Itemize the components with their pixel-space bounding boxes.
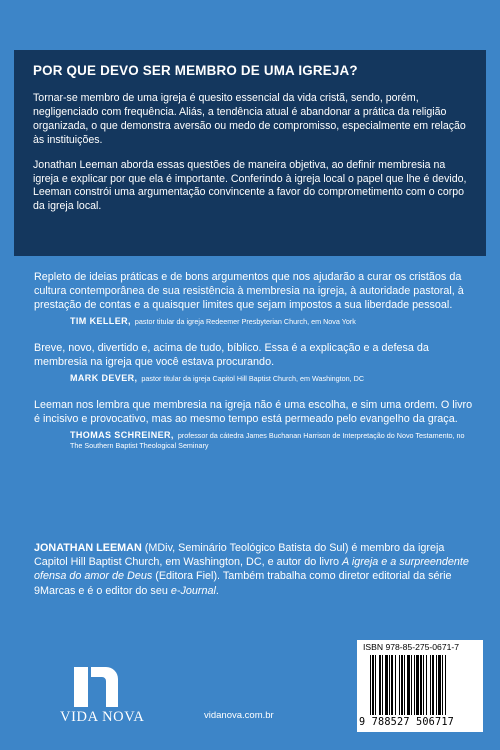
- endorsement-dever: [34, 341, 474, 384]
- isbn-label: ISBN 978-85-275-0671-7: [363, 642, 460, 652]
- endorser-role: professor da cátedra James Buchanan Harrison de Interpretação do Novo Testamento, no The Southern Baptist Theological Seminary: [70, 431, 465, 450]
- endorsements: [34, 270, 474, 465]
- author-bio-part-1: (MDiv, Seminário Teológico Batista do Sul) é membro da igreja Capitol Hill Baptist Church, em Washington, DC, e autor do livro: [34, 542, 445, 569]
- endorsement-schreiner: [34, 398, 474, 451]
- synopsis-paragraph-1: Tornar-se membro de uma igreja é quesito essencial da vida cristã, sendo, porém, negligenciado com frequência. Aliás, a tendência atual é abandonar a prática da religião organizada, o que demonstra aversão ou medo de compromisso, especialmente em relação às instituições.: [33, 92, 466, 146]
- author-bio-part-2: (Editora Fiel). Também trabalha como diretor editorial da série 9Marcas e é o editor do seu: [34, 570, 452, 597]
- author-bio: [34, 541, 472, 598]
- publisher-logo-text: VIDA NOVA: [60, 709, 145, 725]
- publisher-website: vidanova.com.br: [204, 710, 274, 721]
- synopsis-panel: [14, 50, 486, 256]
- endorsement-attribution: [70, 430, 474, 451]
- endorser-name: THOMAS SCHREINER,: [70, 430, 174, 440]
- endorsement-quote: Leeman nos lembra que membresia na igreja não é uma escolha, e sim uma ordem. O livro é incisivo e provocativo, mas ao mesmo tempo está permeado pelo evangelho da graça.: [34, 399, 473, 425]
- endorser-name: TIM KELLER,: [70, 316, 131, 326]
- author-name: JONATHAN LEEMAN: [34, 542, 142, 554]
- author-book-title: A igreja e a surpreendente ofensa do amor de Deus: [34, 556, 469, 583]
- endorsement-keller: [34, 270, 474, 327]
- endorser-role: pastor titular da igreja Redeemer Presbyterian Church, em Nova York: [134, 317, 356, 326]
- endorser-name: MARK DEVER,: [70, 373, 138, 383]
- isbn-barcode: [357, 640, 483, 732]
- endorsement-quote: Repleto de ideias práticas e de bons argumentos que nos ajudarão a curar os cristãos da cultura contemporânea de sua resistência à membresia na igreja, à autoridade pastoral, à prestação de contas e a quaisquer limites que sejam impostos a sua liberdade pessoal.: [34, 271, 464, 311]
- endorsement-quote: Breve, novo, divertido e, acima de tudo, bíblico. Essa é a explicação e a defesa da membresia na igreja que você estava procurando.: [34, 342, 429, 368]
- barcode-icon: [370, 655, 474, 715]
- barcode-digits: 9 788527 506717: [359, 717, 455, 728]
- author-journal-title: e-Journal: [170, 584, 216, 597]
- endorser-role: pastor titular da igreja Capitol Hill Baptist Church, em Washington, DC: [141, 374, 365, 383]
- open-book-logo-icon: [70, 665, 120, 709]
- endorsement-attribution: [70, 316, 474, 327]
- endorsement-attribution: [70, 373, 474, 384]
- author-bio-part-3: .: [215, 584, 219, 597]
- back-cover-title: POR QUE DEVO SER MEMBRO DE UMA IGREJA?: [33, 63, 358, 78]
- publisher-logo: [60, 665, 145, 735]
- synopsis-paragraph-2: Jonathan Leeman aborda essas questões de maneira objetiva, ao definir membresia na igreja e explicar por que ela é importante. Conferindo à igreja local o papel que lhe é devido, Leeman constrói uma argumentação convincente a favor do comprometimento com o corpo da igreja local.: [33, 158, 467, 213]
